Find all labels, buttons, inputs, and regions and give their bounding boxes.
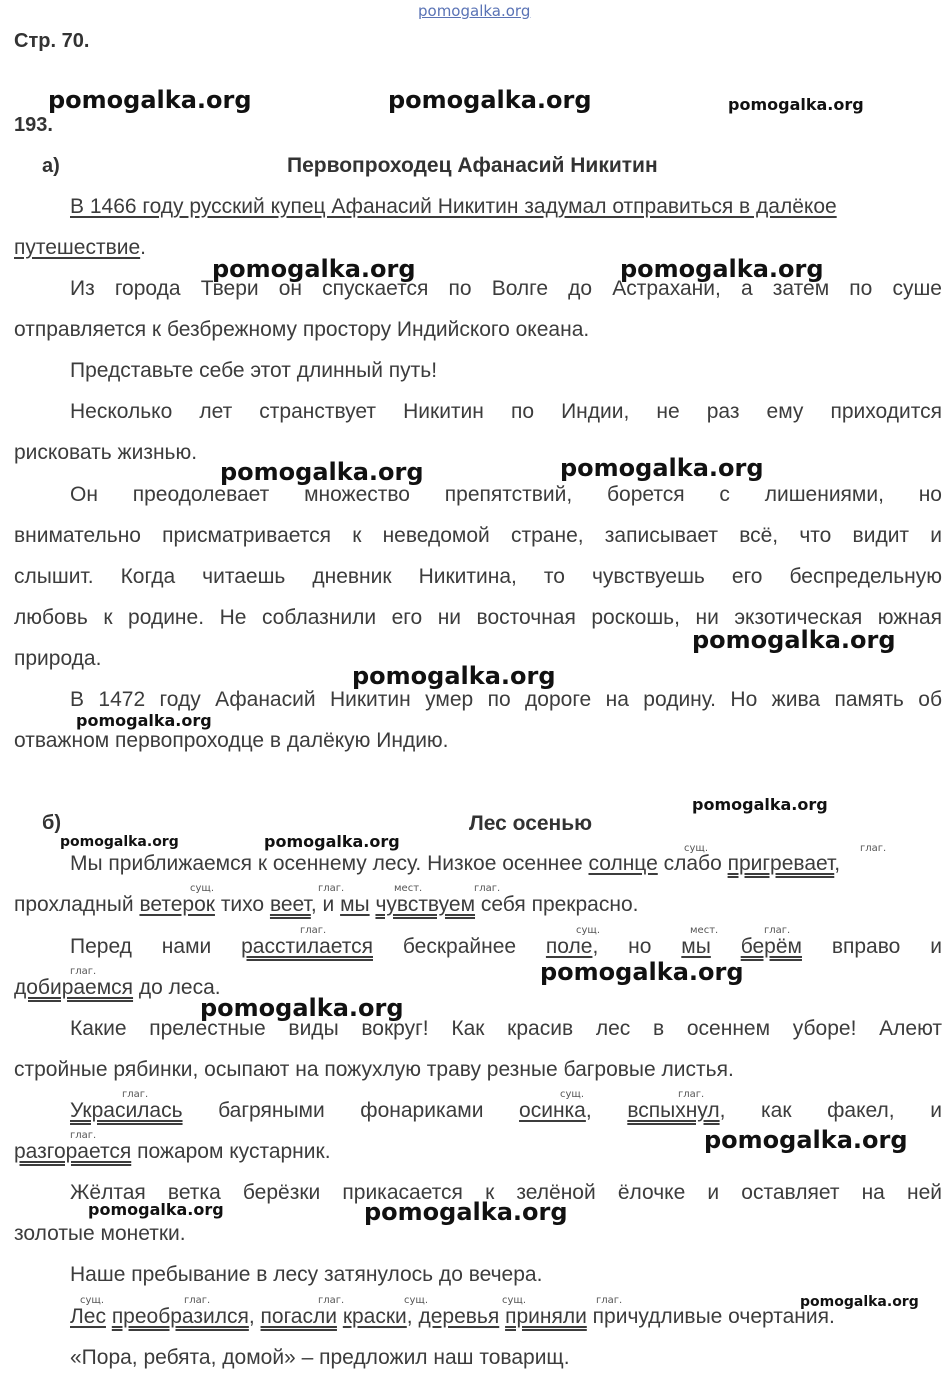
watermark: pomogalka.org xyxy=(220,458,424,486)
text-line: внимательно присматривается к неведомой стране, записывает всё, что видит и xyxy=(14,524,942,547)
watermark: pomogalka.org xyxy=(620,255,824,283)
watermark: pomogalka.org xyxy=(48,86,252,114)
pos-tag: глаг. xyxy=(764,925,791,936)
text-line: Несколько лет странствует Никитин по Индии, не раз ему приходится xyxy=(70,400,942,423)
pos-tag: сущ. xyxy=(576,925,601,936)
part-b-label: б) xyxy=(42,812,62,834)
exercise-number: 193. xyxy=(14,114,53,136)
pos-tag: глаг. xyxy=(678,1089,705,1100)
watermark: pomogalka.org xyxy=(364,1198,568,1226)
text-line: Представьте себе этот длинный путь! xyxy=(70,359,438,382)
pos-tag: глаг. xyxy=(318,1295,345,1306)
text-line: Из города Твери он спускается по Волге до Астрахани, а затем по суше xyxy=(70,277,942,300)
text-line: любовь к родине. Не соблазнили его ни восточная роскошь, ни экзотическая южная xyxy=(14,606,942,629)
text-line: Наше пребывание в лесу затянулось до вечера. xyxy=(70,1263,543,1286)
text-line: путешествие. xyxy=(14,236,146,259)
watermark: pomogalka.org xyxy=(704,1126,908,1154)
part-a-label: а) xyxy=(42,155,60,177)
part-b-title: Лес осенью xyxy=(469,812,593,835)
watermark: pomogalka.org xyxy=(388,86,592,114)
text-line: «Пора, ребята, домой» – предложил наш товарищ. xyxy=(70,1346,570,1369)
text-line: Мы приближаемся к осеннему лесу. Низкое осеннее солнце слабо пригревает, xyxy=(70,852,841,875)
watermark: pomogalka.org xyxy=(88,1200,224,1219)
page-label: Стр. 70. xyxy=(14,30,90,52)
pos-tag: мест. xyxy=(690,925,719,936)
pos-tag: глаг. xyxy=(122,1089,149,1100)
text-line: рисковать жизнью. xyxy=(14,441,198,464)
text-line: Жёлтая ветка берёзки прикасается к зелёной ёлочке и оставляет на ней xyxy=(70,1181,942,1204)
text-line: Какие прелестные виды вокруг! Как красив лес в осеннем уборе! Алеют xyxy=(70,1017,942,1040)
text-line: разгорается пожаром кустарник. xyxy=(14,1140,331,1163)
pos-tag: глаг. xyxy=(184,1295,211,1306)
text-line: природа. xyxy=(14,647,102,670)
text-line: добираемся до леса. xyxy=(14,976,221,999)
pos-tag: глаг. xyxy=(300,925,327,936)
text-line: слышит. Когда читаешь дневник Никитина, то чувствуешь его беспредельную xyxy=(14,565,942,588)
pos-tag: сущ. xyxy=(684,843,709,854)
text-line: отправляется к безбрежному простору Индийского океана. xyxy=(14,318,590,341)
watermark: pomogalka.org xyxy=(728,95,864,114)
watermark: pomogalka.org xyxy=(200,994,404,1022)
text-line: Перед нами расстилается бескрайнее поле, но мы берём вправо и xyxy=(70,935,942,958)
watermark: pomogalka.org xyxy=(60,834,179,850)
text-line: золотые монетки. xyxy=(14,1222,186,1245)
top-watermark-link[interactable]: pomogalka.org xyxy=(418,2,531,20)
watermark: pomogalka.org xyxy=(76,711,212,730)
text-line: Лес преобразился, погасли краски, деревья приняли причудливые очертания. xyxy=(70,1305,835,1328)
text-line: прохладный ветерок тихо веет, и мы чувствуем себя прекрасно. xyxy=(14,893,639,916)
pos-tag: мест. xyxy=(394,883,423,894)
text-line: Он преодолевает множество препятствий, борется с лишениями, но xyxy=(70,483,942,506)
watermark: pomogalka.org xyxy=(540,958,744,986)
pos-tag: сущ. xyxy=(404,1295,429,1306)
text-line: В 1466 году русский купец Афанасий Никитин задумал отправиться в далёкое xyxy=(70,195,837,218)
pos-tag: глаг. xyxy=(318,883,345,894)
watermark: pomogalka.org xyxy=(264,832,400,851)
pos-tag: сущ. xyxy=(190,883,215,894)
part-a-title: Первопроходец Афанасий Никитин xyxy=(287,154,658,177)
pos-tag: сущ. xyxy=(80,1295,105,1306)
pos-tag: глаг. xyxy=(860,843,887,854)
watermark: pomogalka.org xyxy=(692,795,828,814)
pos-tag: сущ. xyxy=(502,1295,527,1306)
watermark: pomogalka.org xyxy=(560,454,764,482)
pos-tag: глаг. xyxy=(596,1295,623,1306)
text-line: Украсилась багряными фонариками осинка, вспыхнул, как факел, и xyxy=(70,1099,942,1122)
watermark: pomogalka.org xyxy=(800,1294,919,1310)
watermark: pomogalka.org xyxy=(692,626,896,654)
pos-tag: глаг. xyxy=(70,1130,97,1141)
watermark: pomogalka.org xyxy=(212,255,416,283)
pos-tag: сущ. xyxy=(560,1089,585,1100)
text-line: В 1472 году Афанасий Никитин умер по дороге на родину. Но жива память об xyxy=(70,688,942,711)
pos-tag: глаг. xyxy=(70,966,97,977)
text-line: отважном первопроходце в далёкую Индию. xyxy=(14,729,449,752)
text-line: стройные рябинки, осыпают на пожухлую траву резные багровые листья. xyxy=(14,1058,734,1081)
watermark: pomogalka.org xyxy=(352,662,556,690)
pos-tag: глаг. xyxy=(474,883,501,894)
